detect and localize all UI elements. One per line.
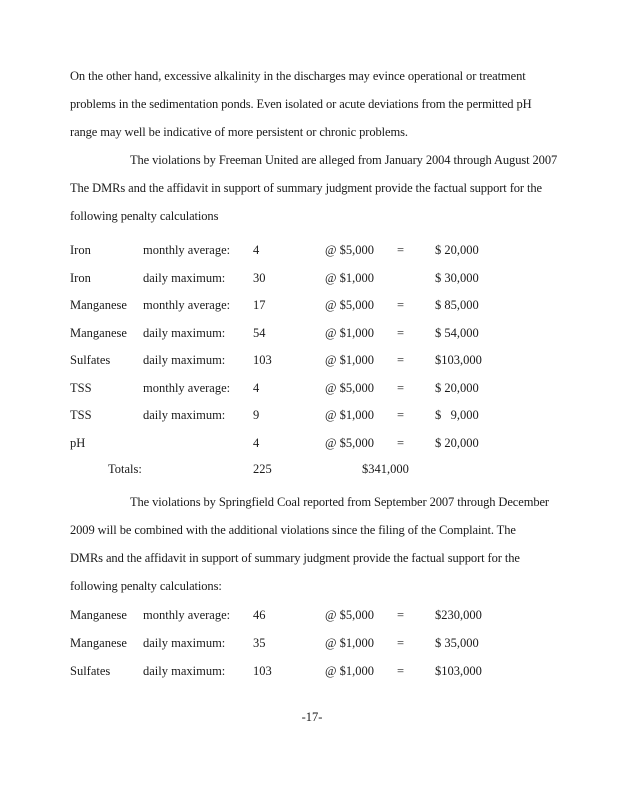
totals-row — [0, 462, 624, 478]
substance-cell: TSS — [70, 380, 92, 395]
violation-type-cell: daily maximum: — [143, 636, 226, 650]
count-cell: 103 — [253, 353, 272, 367]
equals-cell: = — [397, 435, 405, 450]
count-cell: 30 — [253, 270, 266, 285]
text-line: following penalty calculations — [70, 209, 219, 223]
equals-cell: = — [397, 298, 405, 312]
violation-type-cell: daily maximum: — [143, 270, 226, 285]
violation-type-cell: monthly average: — [143, 243, 231, 257]
rate-cell: @ $1,000 — [325, 353, 375, 367]
penalty-row — [0, 608, 624, 624]
substance-cell: Iron — [70, 270, 91, 285]
substance-cell: Sulfates — [70, 353, 111, 367]
violation-type-cell: daily maximum: — [143, 664, 226, 678]
penalty-row — [0, 664, 624, 680]
penalty-row — [0, 436, 624, 452]
rate-cell: @ $1,000 — [325, 636, 375, 650]
amount-cell: $ 20,000 — [435, 243, 479, 257]
equals-cell: = — [397, 664, 405, 678]
amount-cell: $ 9,000 — [435, 408, 479, 422]
amount-cell: $ 20,000 — [435, 380, 479, 395]
text-line: 2009 will be combined with the additional violations since the filing of the Complaint. The — [70, 523, 516, 537]
count-cell: 4 — [253, 243, 260, 257]
rate-cell: @ $1,000 — [325, 408, 375, 422]
amount-cell: $ 54,000 — [435, 325, 479, 340]
count-cell: 46 — [253, 608, 266, 622]
amount-cell: $ 35,000 — [435, 636, 479, 650]
substance-cell: Sulfates — [70, 664, 111, 678]
rate-cell: @ $5,000 — [325, 298, 375, 312]
violation-type-cell: monthly average: — [143, 298, 231, 312]
amount-cell: $ 30,000 — [435, 270, 479, 285]
rate-cell: @ $1,000 — [325, 270, 375, 285]
penalty-row — [0, 271, 624, 287]
amount-cell: $230,000 — [435, 608, 482, 622]
penalty-row — [0, 636, 624, 652]
count-cell: 17 — [253, 298, 266, 312]
equals-cell: = — [397, 243, 405, 257]
equals-cell: = — [397, 325, 405, 340]
rate-cell: @ $5,000 — [325, 608, 375, 622]
violation-type-cell: daily maximum: — [143, 408, 226, 422]
substance-cell: pH — [70, 435, 86, 450]
amount-cell: $ 20,000 — [435, 435, 479, 450]
text-line: The violations by Springfield Coal reported from September 2007 through December — [130, 495, 549, 509]
amount-cell: $103,000 — [435, 664, 482, 678]
amount-cell: $103,000 — [435, 353, 482, 367]
count-cell: 54 — [253, 325, 266, 340]
text-line: following penalty calculations: — [70, 579, 222, 593]
count-cell: 9 — [253, 408, 260, 422]
violation-type-cell: monthly average: — [143, 380, 231, 395]
penalty-row — [0, 243, 624, 259]
substance-cell: TSS — [70, 408, 92, 422]
text-line: DMRs and the affidavit in support of summary judgment provide the factual support for the — [70, 551, 520, 565]
violation-type-cell: monthly average: — [143, 608, 231, 622]
rate-cell: @ $5,000 — [325, 380, 375, 395]
equals-cell: = — [397, 636, 405, 650]
violation-type-cell: daily maximum: — [143, 325, 226, 340]
rate-cell: @ $1,000 — [325, 325, 375, 340]
totals-amount: $341,000 — [362, 462, 409, 476]
text-line: On the other hand, excessive alkalinity in the discharges may evince operational or treatment — [70, 69, 526, 83]
penalty-row — [0, 326, 624, 342]
equals-cell: = — [397, 380, 405, 395]
text-line: problems in the sedimentation ponds. Even isolated or acute deviations from the permitted pH — [70, 97, 532, 111]
text-line: The DMRs and the affidavit in support of summary judgment provide the factual support for the — [70, 181, 542, 195]
substance-cell: Iron — [70, 243, 91, 257]
penalty-row — [0, 408, 624, 424]
count-cell: 4 — [253, 435, 260, 450]
penalty-row — [0, 298, 624, 314]
rate-cell: @ $1,000 — [325, 664, 375, 678]
equals-cell: = — [397, 608, 405, 622]
substance-cell: Manganese — [70, 608, 127, 622]
substance-cell: Manganese — [70, 298, 127, 312]
rate-cell: @ $5,000 — [325, 435, 375, 450]
text-line: The violations by Freeman United are alleged from January 2004 through August 2007 — [130, 153, 558, 167]
page-number: -17- — [301, 710, 323, 724]
totals-count: 225 — [253, 462, 272, 476]
equals-cell: = — [397, 353, 405, 367]
count-cell: 4 — [253, 380, 260, 395]
equals-cell: = — [397, 408, 405, 422]
substance-cell: Manganese — [70, 325, 127, 340]
penalty-row — [0, 381, 624, 397]
violation-type-cell: daily maximum: — [143, 353, 226, 367]
text-line: range may well be indicative of more persistent or chronic problems. — [70, 125, 408, 139]
substance-cell: Manganese — [70, 636, 127, 650]
totals-label: Totals: — [108, 462, 142, 476]
count-cell: 35 — [253, 636, 266, 650]
count-cell: 103 — [253, 664, 272, 678]
amount-cell: $ 85,000 — [435, 298, 479, 312]
rate-cell: @ $5,000 — [325, 243, 375, 257]
penalty-row — [0, 353, 624, 369]
